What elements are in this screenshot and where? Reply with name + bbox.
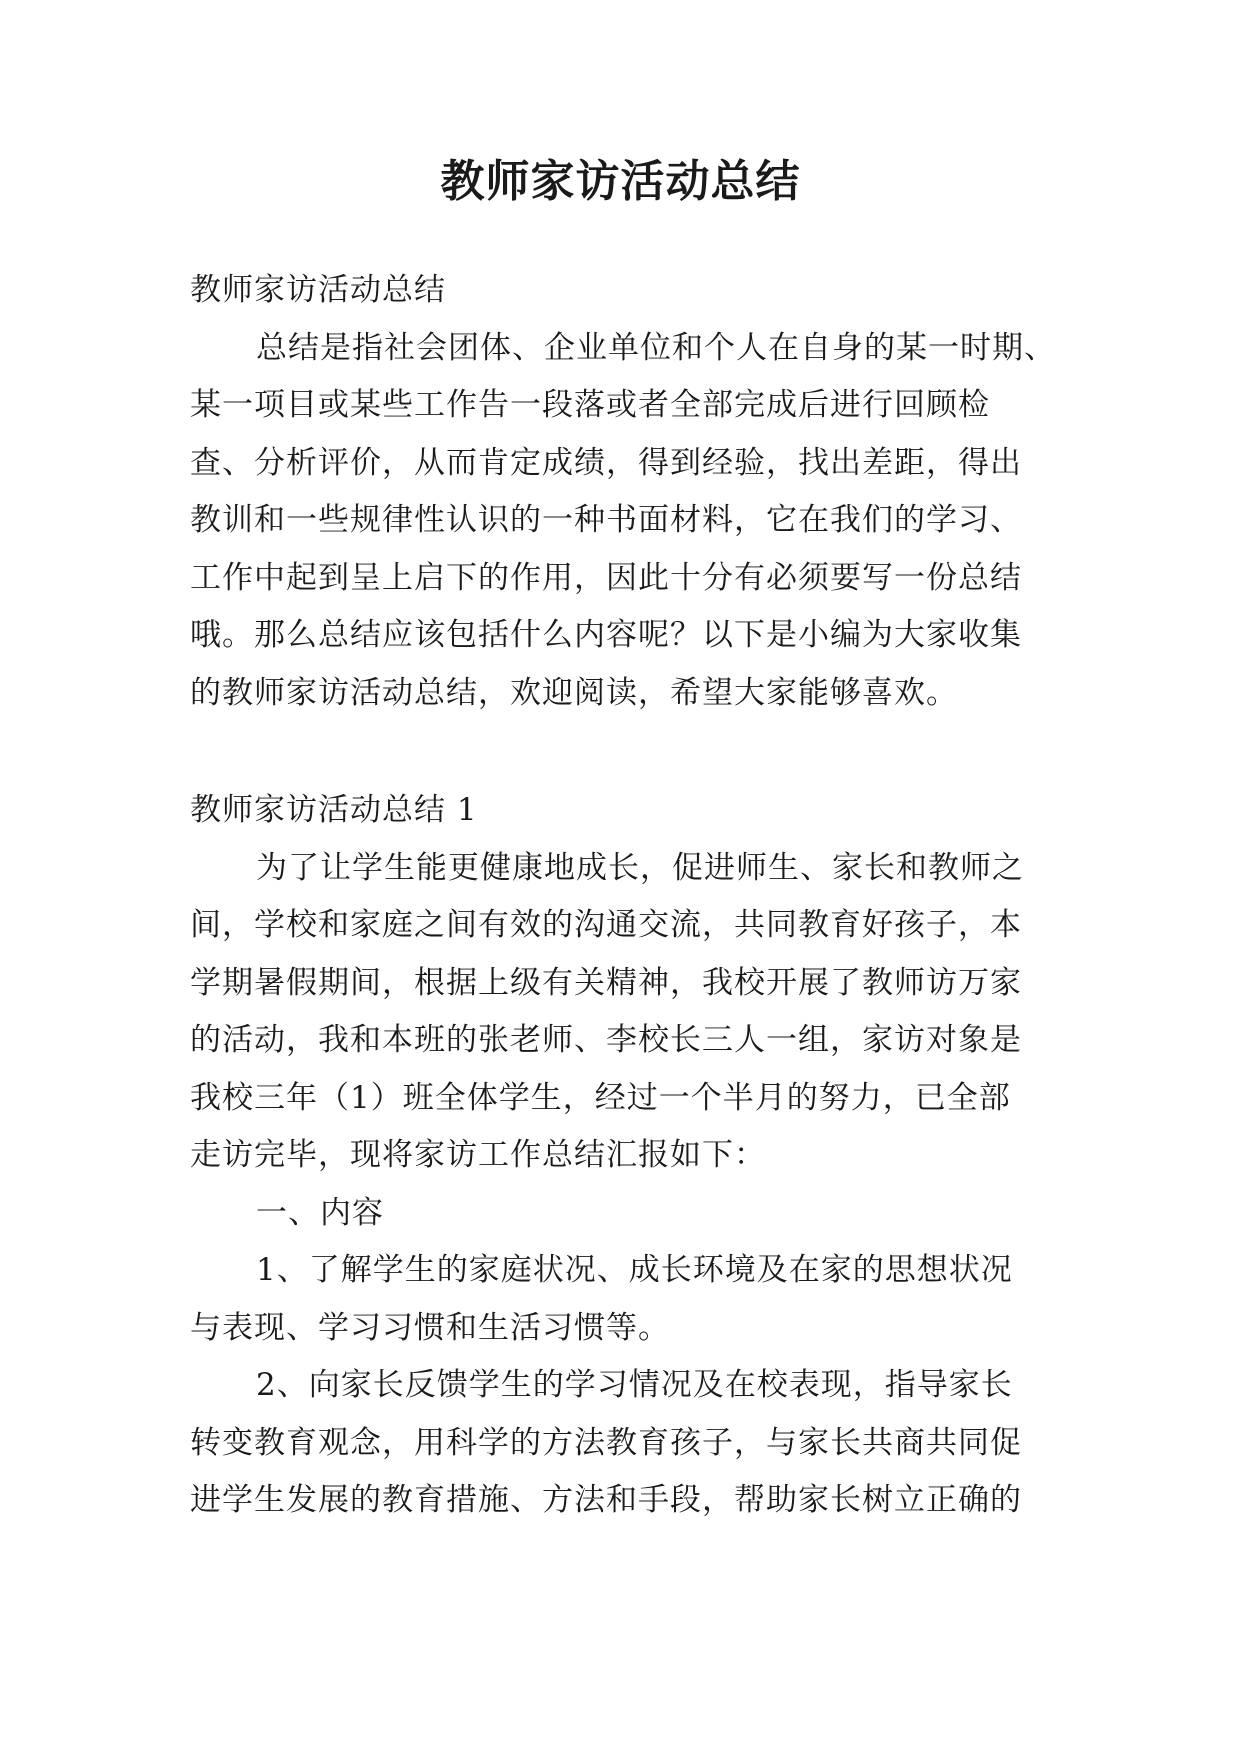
paragraph-line: 哦。那么总结应该包括什么内容呢？以下是小编为大家收集 <box>190 617 1022 653</box>
paragraph-line: 2、向家长反馈学生的学习情况及在校表现，指导家长 <box>256 1367 1013 1403</box>
paragraph-line: 学期暑假期间，根据上级有关精神，我校开展了教师访万家 <box>190 964 1022 1001</box>
paragraph-line: 总结是指社会团体、企业单位和个人在自身的某一时期、 <box>256 329 1056 366</box>
intro-block <box>190 262 1060 722</box>
paragraph-line: 某一项目或某些工作告一段落或者全部完成后进行回顾检 <box>190 387 990 423</box>
paragraph-line: 我校三年（1）班全体学生，经过一个半月的努力，已全部 <box>190 1079 1011 1116</box>
paragraph-line: 间，学校和家庭之间有效的沟通交流，共同教育好孩子，本 <box>190 907 1022 943</box>
section-1-block <box>190 782 1060 1530</box>
paragraph-line: 的活动，我和本班的张老师、李校长三人一组，家访对象是 <box>190 1022 1022 1058</box>
paragraph-line: 查、分析评价，从而肯定成绩，得到经验，找出差距，得出 <box>190 444 1022 481</box>
subtitle: 教师家访活动总结 <box>190 272 446 308</box>
content-heading: 一、内容 <box>256 1194 384 1231</box>
paragraph-line: 为了让学生能更健康地成长，促进师生、家长和教师之 <box>256 849 1024 886</box>
paragraph-line: 走访完毕，现将家访工作总结汇报如下： <box>190 1137 766 1173</box>
section-heading: 教师家访活动总结 1 <box>190 792 478 828</box>
paragraph-line: 1、了解学生的家庭状况、成长环境及在家的思想状况 <box>256 1252 1013 1288</box>
paragraph-line: 的教师家访活动总结，欢迎阅读，希望大家能够喜欢。 <box>190 674 958 711</box>
paragraph-line: 与表现、学习习惯和生活习惯等。 <box>190 1309 670 1346</box>
paragraph-line: 教训和一些规律性认识的一种书面材料，它在我们的学习、 <box>190 502 1022 538</box>
paragraph-line: 转变教育观念，用科学的方法教育孩子，与家长共商共同促 <box>190 1424 1022 1461</box>
paragraph-line: 工作中起到呈上启下的作用，因此十分有必须要写一份总结 <box>190 559 1022 596</box>
document-title: 教师家访活动总结 <box>440 156 801 207</box>
paragraph-line: 进学生发展的教育措施、方法和手段，帮助家长树立正确的 <box>190 1482 1022 1518</box>
